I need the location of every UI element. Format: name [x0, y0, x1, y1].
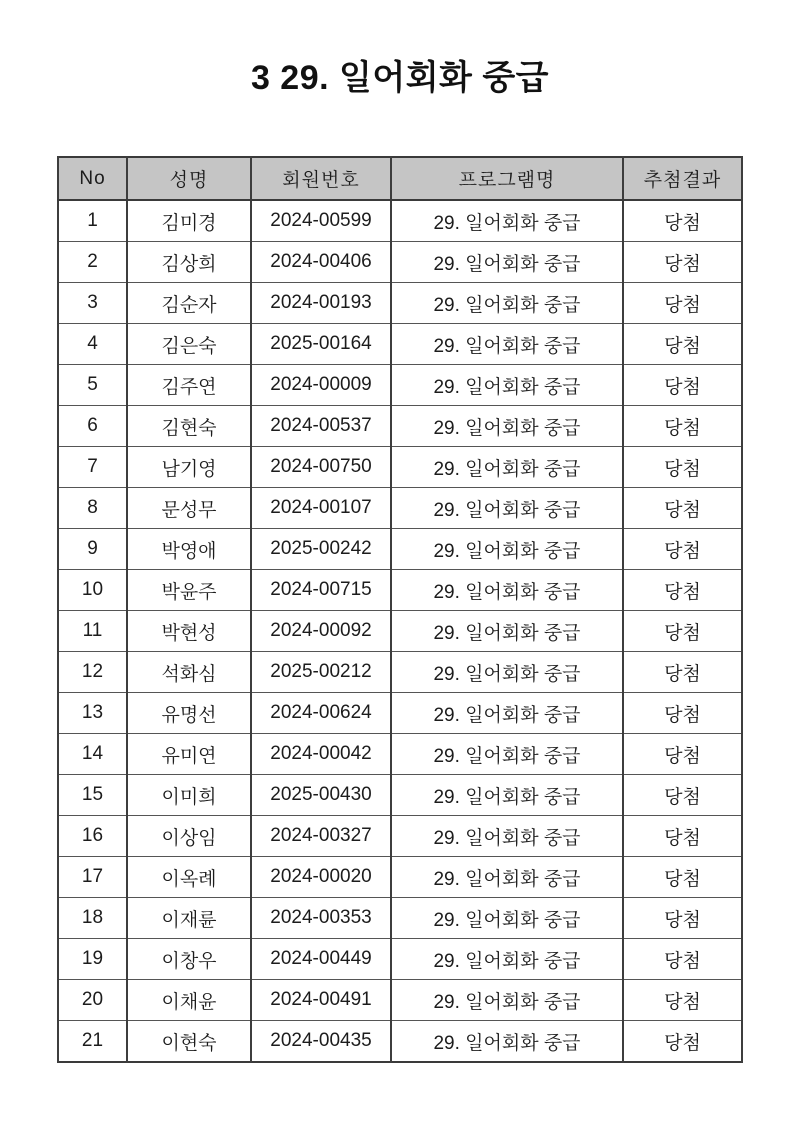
lottery-result: 당첨 — [623, 816, 742, 857]
lottery-result: 당첨 — [623, 939, 742, 980]
lottery-result: 당첨 — [623, 693, 742, 734]
program-name: 29. 일어회화 중급 — [391, 324, 623, 365]
table-row — [58, 529, 742, 570]
table-row — [58, 898, 742, 939]
program-name: 29. 일어회화 중급 — [391, 488, 623, 529]
results-table-body — [58, 200, 742, 1062]
lottery-result: 당첨 — [623, 980, 742, 1021]
program-name: 29. 일어회화 중급 — [391, 857, 623, 898]
program-name: 29. 일어회화 중급 — [391, 898, 623, 939]
lottery-result: 당첨 — [623, 529, 742, 570]
col-header-result: 추첨결과 — [623, 157, 742, 200]
table-row — [58, 1021, 742, 1063]
table-row — [58, 939, 742, 980]
member-id: 2024-00750 — [251, 447, 391, 488]
lottery-result: 당첨 — [623, 324, 742, 365]
program-name: 29. 일어회화 중급 — [391, 816, 623, 857]
lottery-result: 당첨 — [623, 406, 742, 447]
table-row — [58, 447, 742, 488]
member-name: 문성무 — [127, 488, 251, 529]
member-name: 석화심 — [127, 652, 251, 693]
row-no: 6 — [58, 406, 127, 447]
lottery-result: 당첨 — [623, 1021, 742, 1063]
member-id: 2025-00242 — [251, 529, 391, 570]
member-id: 2024-00042 — [251, 734, 391, 775]
row-no: 8 — [58, 488, 127, 529]
table-row — [58, 324, 742, 365]
program-name: 29. 일어회화 중급 — [391, 652, 623, 693]
program-name: 29. 일어회화 중급 — [391, 939, 623, 980]
member-id: 2024-00092 — [251, 611, 391, 652]
row-no: 18 — [58, 898, 127, 939]
lottery-result: 당첨 — [623, 898, 742, 939]
results-table — [57, 156, 743, 1063]
table-row — [58, 857, 742, 898]
table-row — [58, 693, 742, 734]
member-name: 이상임 — [127, 816, 251, 857]
member-id: 2024-00406 — [251, 242, 391, 283]
member-name: 김주연 — [127, 365, 251, 406]
member-name: 남기영 — [127, 447, 251, 488]
program-name: 29. 일어회화 중급 — [391, 693, 623, 734]
member-name: 유미연 — [127, 734, 251, 775]
row-no: 13 — [58, 693, 127, 734]
table-row — [58, 406, 742, 447]
member-name: 이재륜 — [127, 898, 251, 939]
member-name: 이옥례 — [127, 857, 251, 898]
row-no: 9 — [58, 529, 127, 570]
table-row — [58, 980, 742, 1021]
col-header-program: 프로그램명 — [391, 157, 623, 200]
program-name: 29. 일어회화 중급 — [391, 447, 623, 488]
row-no: 5 — [58, 365, 127, 406]
member-id: 2025-00164 — [251, 324, 391, 365]
lottery-result: 당첨 — [623, 734, 742, 775]
lottery-result: 당첨 — [623, 652, 742, 693]
row-no: 19 — [58, 939, 127, 980]
program-name: 29. 일어회화 중급 — [391, 529, 623, 570]
member-id: 2024-00009 — [251, 365, 391, 406]
table-row — [58, 816, 742, 857]
row-no: 11 — [58, 611, 127, 652]
member-name: 김미경 — [127, 200, 251, 242]
member-id: 2024-00020 — [251, 857, 391, 898]
member-name: 유명선 — [127, 693, 251, 734]
row-no: 7 — [58, 447, 127, 488]
member-id: 2024-00107 — [251, 488, 391, 529]
col-header-no: No — [58, 157, 127, 200]
program-name: 29. 일어회화 중급 — [391, 980, 623, 1021]
row-no: 4 — [58, 324, 127, 365]
program-name: 29. 일어회화 중급 — [391, 200, 623, 242]
member-name: 김현숙 — [127, 406, 251, 447]
member-name: 이현숙 — [127, 1021, 251, 1063]
program-name: 29. 일어회화 중급 — [391, 570, 623, 611]
member-id: 2024-00435 — [251, 1021, 391, 1063]
program-name: 29. 일어회화 중급 — [391, 1021, 623, 1063]
table-row — [58, 283, 742, 324]
row-no: 12 — [58, 652, 127, 693]
member-id: 2024-00624 — [251, 693, 391, 734]
col-header-member-id: 회원번호 — [251, 157, 391, 200]
lottery-result: 당첨 — [623, 775, 742, 816]
member-id: 2025-00212 — [251, 652, 391, 693]
program-name: 29. 일어회화 중급 — [391, 283, 623, 324]
row-no: 16 — [58, 816, 127, 857]
row-no: 20 — [58, 980, 127, 1021]
member-id: 2024-00491 — [251, 980, 391, 1021]
member-id: 2024-00193 — [251, 283, 391, 324]
member-name: 박영애 — [127, 529, 251, 570]
row-no: 17 — [58, 857, 127, 898]
table-row — [58, 611, 742, 652]
row-no: 1 — [58, 200, 127, 242]
page-title: 3 29. 일어회화 중급 — [250, 59, 550, 97]
table-row — [58, 734, 742, 775]
table-row — [58, 775, 742, 816]
lottery-result: 당첨 — [623, 857, 742, 898]
program-name: 29. 일어회화 중급 — [391, 406, 623, 447]
member-name: 이미희 — [127, 775, 251, 816]
table-header-row — [58, 157, 742, 200]
program-name: 29. 일어회화 중급 — [391, 611, 623, 652]
row-no: 10 — [58, 570, 127, 611]
lottery-result: 당첨 — [623, 365, 742, 406]
lottery-result: 당첨 — [623, 447, 742, 488]
member-id: 2024-00599 — [251, 200, 391, 242]
table-row — [58, 200, 742, 242]
member-id: 2024-00327 — [251, 816, 391, 857]
lottery-result: 당첨 — [623, 570, 742, 611]
member-id: 2025-00430 — [251, 775, 391, 816]
row-no: 14 — [58, 734, 127, 775]
col-header-name: 성명 — [127, 157, 251, 200]
member-id: 2024-00715 — [251, 570, 391, 611]
table-row — [58, 652, 742, 693]
program-name: 29. 일어회화 중급 — [391, 734, 623, 775]
member-id: 2024-00353 — [251, 898, 391, 939]
member-id: 2024-00449 — [251, 939, 391, 980]
program-name: 29. 일어회화 중급 — [391, 775, 623, 816]
row-no: 21 — [58, 1021, 127, 1063]
table-row — [58, 488, 742, 529]
member-name: 이채윤 — [127, 980, 251, 1021]
lottery-result: 당첨 — [623, 611, 742, 652]
table-row — [58, 570, 742, 611]
lottery-result: 당첨 — [623, 200, 742, 242]
row-no: 15 — [58, 775, 127, 816]
program-name: 29. 일어회화 중급 — [391, 242, 623, 283]
lottery-result: 당첨 — [623, 242, 742, 283]
member-id: 2024-00537 — [251, 406, 391, 447]
row-no: 3 — [58, 283, 127, 324]
member-name: 박현성 — [127, 611, 251, 652]
table-row — [58, 365, 742, 406]
lottery-result: 당첨 — [623, 283, 742, 324]
member-name: 김상희 — [127, 242, 251, 283]
member-name: 이창우 — [127, 939, 251, 980]
member-name: 김은숙 — [127, 324, 251, 365]
lottery-result: 당첨 — [623, 488, 742, 529]
program-name: 29. 일어회화 중급 — [391, 365, 623, 406]
row-no: 2 — [58, 242, 127, 283]
member-name: 김순자 — [127, 283, 251, 324]
table-row — [58, 242, 742, 283]
member-name: 박윤주 — [127, 570, 251, 611]
